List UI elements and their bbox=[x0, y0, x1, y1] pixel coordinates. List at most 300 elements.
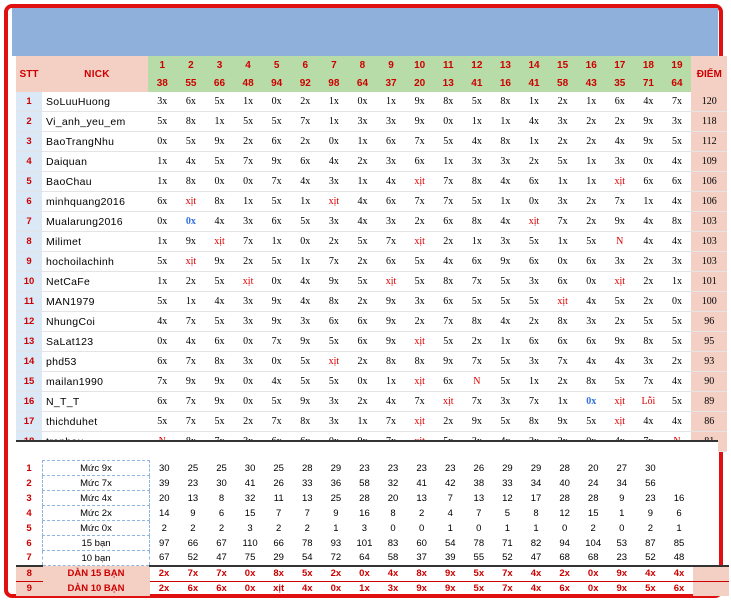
pick-cell: 3x bbox=[377, 152, 406, 172]
pick-cell: 0x bbox=[320, 132, 349, 152]
pick-cell: 7x bbox=[434, 172, 463, 192]
pick-cell: 3x bbox=[606, 252, 635, 272]
stats-row bbox=[16, 476, 729, 491]
pick-cell: 9x bbox=[320, 272, 349, 292]
stats-cell: 15 bbox=[244, 507, 256, 519]
pick-cell: 4x bbox=[377, 392, 406, 412]
player-points: 96 bbox=[691, 312, 727, 332]
pick-cell: 5x bbox=[205, 152, 234, 172]
row-number: 11 bbox=[16, 292, 42, 312]
stats-cell: 7 bbox=[276, 507, 282, 519]
pick-cell: 7x bbox=[663, 92, 692, 112]
pick-cell: xịt bbox=[548, 292, 577, 312]
stats-pad bbox=[693, 476, 729, 491]
pick-cell: 8x bbox=[377, 352, 406, 372]
day-header-4: 4 bbox=[234, 56, 263, 74]
result-header-16: 43 bbox=[577, 74, 606, 92]
pick-cell: 3x bbox=[148, 92, 177, 112]
row-number: 9 bbox=[16, 252, 42, 272]
stats-row-number: 7 bbox=[26, 552, 32, 563]
pick-cell: 8x bbox=[177, 112, 206, 132]
pick-cell: 7x bbox=[291, 112, 320, 132]
player-nick: N_T_T bbox=[42, 392, 148, 412]
pick-cell: 4x bbox=[663, 152, 692, 172]
player-nick: hochoilachinh bbox=[42, 252, 148, 272]
stats-cell: 83 bbox=[387, 537, 399, 549]
stats-label: Mức 0x bbox=[43, 521, 150, 536]
row-number: 4 bbox=[16, 152, 42, 172]
pick-cell: 4x bbox=[177, 152, 206, 172]
pick-cell: 4x bbox=[520, 112, 549, 132]
stats-cell: 8x bbox=[407, 566, 436, 582]
pick-cell: 1x bbox=[491, 112, 520, 132]
stats-cell: 34 bbox=[616, 477, 628, 489]
stats-cell: 7x bbox=[493, 581, 522, 596]
pick-cell: 2x bbox=[520, 152, 549, 172]
pick-cell: 0x bbox=[148, 332, 177, 352]
pick-cell: 1x bbox=[548, 232, 577, 252]
stats-cell: 29 bbox=[273, 552, 284, 563]
pick-cell: 0x bbox=[148, 212, 177, 232]
pick-cell: 6x bbox=[320, 312, 349, 332]
player-nick: SaLat123 bbox=[42, 332, 148, 352]
stats-cell: 2 bbox=[218, 522, 225, 534]
player-points: 106 bbox=[691, 192, 727, 212]
stats-cell: 24 bbox=[587, 477, 599, 489]
stats-label: Mức 4x bbox=[43, 491, 150, 506]
stats-cell: 41 bbox=[416, 477, 427, 489]
pick-cell: 4x bbox=[663, 412, 692, 432]
pick-cell: 4x bbox=[663, 192, 692, 212]
stats-cell: 20 bbox=[587, 462, 599, 474]
day-header-6: 6 bbox=[291, 56, 320, 74]
stats-cell bbox=[665, 461, 694, 476]
pick-cell: 4x bbox=[291, 172, 320, 192]
pick-cell: 9x bbox=[262, 292, 291, 312]
stats-row bbox=[16, 581, 729, 596]
pick-cell: 6x bbox=[548, 272, 577, 292]
pick-cell: 7x bbox=[405, 192, 434, 212]
pick-cell: 5x bbox=[634, 312, 663, 332]
pick-cell: 4x bbox=[634, 412, 663, 432]
pick-cell: 4x bbox=[463, 132, 492, 152]
stats-row-number: 8 bbox=[16, 566, 43, 582]
stats-cell: 7x bbox=[493, 566, 522, 582]
pick-cell: 4x bbox=[177, 332, 206, 352]
pick-cell: 5x bbox=[262, 392, 291, 412]
pick-cell: 1x bbox=[377, 372, 406, 392]
pick-cell: 4x bbox=[291, 272, 320, 292]
stats-cell: 5 bbox=[504, 507, 511, 519]
stats-cell: xịt bbox=[264, 581, 293, 596]
table-row bbox=[16, 212, 727, 232]
stats-cell: 66 bbox=[187, 537, 199, 549]
pick-cell: 6x bbox=[520, 172, 549, 192]
pick-cell: 4x bbox=[262, 372, 291, 392]
player-nick: MAN1979 bbox=[42, 292, 148, 312]
stats-pad bbox=[693, 506, 729, 521]
player-points: 103 bbox=[691, 252, 727, 272]
pick-cell: 7x bbox=[606, 192, 635, 212]
result-header-10: 20 bbox=[405, 74, 434, 92]
pick-cell: 1x bbox=[205, 112, 234, 132]
player-nick: minhquang2016 bbox=[42, 192, 148, 212]
stats-pad bbox=[693, 491, 729, 506]
stats-cell: 42 bbox=[444, 477, 456, 489]
day-header-12: 12 bbox=[463, 56, 492, 74]
pick-cell: 9x bbox=[491, 252, 520, 272]
pick-cell: 9x bbox=[634, 132, 663, 152]
pick-cell: 3x bbox=[377, 212, 406, 232]
stats-cell: 66 bbox=[273, 537, 284, 549]
player-points: 109 bbox=[691, 152, 727, 172]
pick-cell: 5x bbox=[291, 212, 320, 232]
stats-cell: 78 bbox=[473, 537, 485, 549]
pick-cell: 1x bbox=[148, 272, 177, 292]
row-number: 13 bbox=[16, 332, 42, 352]
points-header: ĐIỂM bbox=[691, 56, 727, 92]
pick-cell: Lỗi bbox=[634, 392, 663, 412]
player-points: 95 bbox=[691, 332, 727, 352]
pick-cell: 5x bbox=[205, 272, 234, 292]
stats-cell: 0 bbox=[561, 522, 568, 534]
pick-cell: 5x bbox=[405, 252, 434, 272]
pick-cell: 5x bbox=[434, 132, 463, 152]
pick-cell: 2x bbox=[434, 232, 463, 252]
stats-cell: 14 bbox=[159, 507, 170, 519]
stats-cell: 7 bbox=[476, 507, 482, 519]
pick-cell: 3x bbox=[663, 252, 692, 272]
pick-cell: 1x bbox=[491, 192, 520, 212]
pick-cell: 0x bbox=[577, 272, 606, 292]
stats-pad bbox=[693, 536, 729, 551]
stats-cell: 64 bbox=[359, 552, 370, 563]
pick-cell: 5x bbox=[577, 232, 606, 252]
pick-cell: xịt bbox=[520, 212, 549, 232]
pick-cell: 5x bbox=[434, 332, 463, 352]
stats-cell: 6x bbox=[665, 581, 694, 596]
pick-cell: 5x bbox=[148, 112, 177, 132]
day-header-15: 15 bbox=[548, 56, 577, 74]
stats-cell: 20 bbox=[159, 492, 170, 504]
stats-cell: 67 bbox=[216, 537, 227, 549]
pick-cell: 5x bbox=[148, 292, 177, 312]
pick-cell: 1x bbox=[348, 412, 377, 432]
pick-cell: 0x bbox=[548, 252, 577, 272]
pick-cell: 5x bbox=[291, 372, 320, 392]
pick-cell: 3x bbox=[606, 152, 635, 172]
stats-cell: 1 bbox=[619, 507, 625, 519]
stats-cell: 16 bbox=[359, 507, 370, 519]
result-header-5: 94 bbox=[262, 74, 291, 92]
stats-cell: 68 bbox=[559, 552, 570, 563]
pick-cell: 2x bbox=[234, 132, 263, 152]
pick-cell: 5x bbox=[320, 372, 349, 392]
pick-cell: 7x bbox=[405, 392, 434, 412]
pick-cell: 0x bbox=[177, 212, 206, 232]
pick-cell: 4x bbox=[634, 92, 663, 112]
stats-cell: 23 bbox=[645, 492, 656, 504]
pick-cell: 4x bbox=[634, 212, 663, 232]
table-row bbox=[16, 232, 727, 252]
stats-cell: 2 bbox=[647, 522, 654, 534]
stats-cell: 4x bbox=[665, 566, 694, 582]
pick-cell: 5x bbox=[606, 372, 635, 392]
pick-cell: xịt bbox=[405, 372, 434, 392]
player-nick: SoLuuHuong bbox=[42, 92, 148, 112]
pick-cell: 9x bbox=[405, 112, 434, 132]
day-header-11: 11 bbox=[434, 56, 463, 74]
pick-cell: 5x bbox=[491, 412, 520, 432]
stats-cell: 75 bbox=[244, 552, 256, 563]
pick-cell: 5x bbox=[177, 132, 206, 152]
pick-cell: 0x bbox=[234, 392, 263, 412]
stats-cell: 33 bbox=[301, 477, 313, 489]
player-points: 100 bbox=[691, 292, 727, 312]
pick-cell: 9x bbox=[291, 392, 320, 412]
day-header-18: 18 bbox=[634, 56, 663, 74]
stats-cell: 72 bbox=[330, 552, 342, 563]
row-number: 14 bbox=[16, 352, 42, 372]
pick-cell: 7x bbox=[548, 352, 577, 372]
pick-cell: 8x bbox=[291, 412, 320, 432]
pick-cell: 5x bbox=[463, 92, 492, 112]
stats-cell: 0 bbox=[476, 522, 482, 534]
pick-cell: xịt bbox=[177, 252, 206, 272]
pick-cell: 8x bbox=[434, 272, 463, 292]
player-points: 118 bbox=[691, 112, 727, 132]
pick-cell: 2x bbox=[577, 112, 606, 132]
stats-cell: 29 bbox=[502, 462, 513, 474]
stats-cell: 60 bbox=[416, 537, 427, 549]
pick-cell: 7x bbox=[262, 172, 291, 192]
pick-cell: 4x bbox=[663, 232, 692, 252]
result-header-6: 92 bbox=[291, 74, 320, 92]
pick-cell: 3x bbox=[520, 272, 549, 292]
pick-cell: 7x bbox=[177, 352, 206, 372]
pick-cell: 2x bbox=[634, 272, 663, 292]
player-points: 112 bbox=[691, 132, 727, 152]
pick-cell: 8x bbox=[491, 132, 520, 152]
stt-header: STT bbox=[16, 56, 42, 92]
stats-row bbox=[16, 551, 729, 566]
stats-cell: 25 bbox=[273, 462, 284, 474]
table-row bbox=[16, 372, 727, 392]
pick-cell: 7x bbox=[548, 212, 577, 232]
pick-cell: 7x bbox=[434, 312, 463, 332]
stats-cell: 5x bbox=[465, 566, 494, 582]
pick-cell: 1x bbox=[577, 172, 606, 192]
pick-cell: 0x bbox=[348, 92, 377, 112]
stats-cell: 52 bbox=[645, 552, 656, 563]
pick-cell: 1x bbox=[520, 372, 549, 392]
pick-cell: 5x bbox=[663, 392, 692, 412]
pick-cell: 0x bbox=[234, 372, 263, 392]
pick-cell: 4x bbox=[205, 212, 234, 232]
pick-cell: 8x bbox=[663, 212, 692, 232]
pick-cell: 4x bbox=[491, 212, 520, 232]
pick-cell: xịt bbox=[320, 192, 349, 212]
stats-cell: 93 bbox=[330, 537, 342, 549]
pick-cell: 1x bbox=[148, 172, 177, 192]
pick-cell: 6x bbox=[663, 172, 692, 192]
pick-cell: 0x bbox=[634, 152, 663, 172]
stats-cell: 9 bbox=[619, 492, 625, 504]
stats-cell: 32 bbox=[387, 477, 399, 489]
pick-cell: 7x bbox=[377, 232, 406, 252]
stats-cell: 6 bbox=[218, 507, 225, 519]
stats-cell: 9x bbox=[436, 566, 465, 582]
pick-cell: 5x bbox=[320, 332, 349, 352]
pick-cell: 3x bbox=[234, 312, 263, 332]
pick-cell: 8x bbox=[177, 172, 206, 192]
pick-cell: 2x bbox=[548, 372, 577, 392]
stats-cell: 5x bbox=[636, 581, 665, 596]
pick-cell: 9x bbox=[434, 352, 463, 372]
stats-cell: 7x bbox=[207, 566, 236, 582]
stats-cell: 47 bbox=[216, 552, 227, 563]
day-header-5: 5 bbox=[262, 56, 291, 74]
pick-cell: 1x bbox=[377, 92, 406, 112]
player-points: 90 bbox=[691, 372, 727, 392]
result-header-17: 35 bbox=[606, 74, 635, 92]
stats-pad bbox=[693, 461, 729, 476]
pick-cell: xịt bbox=[177, 192, 206, 212]
stats-section-title bbox=[16, 440, 718, 462]
pick-cell: 1x bbox=[463, 232, 492, 252]
pick-cell: 4x bbox=[634, 232, 663, 252]
pick-cell: 6x bbox=[148, 192, 177, 212]
stats-cell: 4x bbox=[293, 581, 322, 596]
player-nick: Vi_anh_yeu_em bbox=[42, 112, 148, 132]
pick-cell: 4x bbox=[606, 132, 635, 152]
pick-cell: 6x bbox=[377, 252, 406, 272]
stats-cell: 2x bbox=[150, 566, 179, 582]
stats-cell: 52 bbox=[187, 552, 199, 563]
stats-cell: 6x bbox=[207, 581, 236, 596]
pick-cell: 4x bbox=[348, 212, 377, 232]
stats-cell: 8 bbox=[533, 507, 539, 519]
stats-row bbox=[16, 506, 729, 521]
performance-table bbox=[16, 56, 727, 452]
row-number: 8 bbox=[16, 232, 42, 252]
pick-cell: 9x bbox=[262, 312, 291, 332]
stats-cell: 23 bbox=[416, 462, 427, 474]
player-nick: mailan1990 bbox=[42, 372, 148, 392]
stats-cell: 9 bbox=[333, 507, 339, 519]
table-row bbox=[16, 272, 727, 292]
pick-cell: 5x bbox=[463, 292, 492, 312]
stats-cell: 94 bbox=[559, 537, 570, 549]
pick-cell: 3x bbox=[291, 312, 320, 332]
stats-cell: 9x bbox=[407, 581, 436, 596]
pick-cell: 1x bbox=[577, 92, 606, 112]
pick-cell: 2x bbox=[606, 312, 635, 332]
table-row bbox=[16, 412, 727, 432]
pick-cell: 1x bbox=[548, 392, 577, 412]
stats-cell: 25 bbox=[216, 462, 227, 474]
stats-cell: 2x bbox=[550, 566, 579, 582]
pick-cell: 9x bbox=[606, 332, 635, 352]
pick-cell: xịt bbox=[405, 172, 434, 192]
stats-cell: 48 bbox=[673, 552, 685, 563]
stats-cell: 26 bbox=[273, 477, 284, 489]
pick-cell: 6x bbox=[291, 152, 320, 172]
pick-cell: xịt bbox=[405, 332, 434, 352]
pick-cell: 1x bbox=[520, 92, 549, 112]
pick-cell: 6x bbox=[205, 332, 234, 352]
result-header-9: 37 bbox=[377, 74, 406, 92]
pick-cell: 6x bbox=[177, 92, 206, 112]
pick-cell: 5x bbox=[606, 292, 635, 312]
stats-cell: 8 bbox=[390, 507, 396, 519]
pick-cell: 3x bbox=[520, 352, 549, 372]
pick-cell: 9x bbox=[291, 332, 320, 352]
table-row bbox=[16, 152, 727, 172]
pick-cell: 5x bbox=[491, 292, 520, 312]
pick-cell: xịt bbox=[606, 172, 635, 192]
stats-cell: 6 bbox=[676, 507, 682, 519]
pick-cell: 1x bbox=[320, 112, 349, 132]
pick-cell: 9x bbox=[377, 332, 406, 352]
pick-cell: 2x bbox=[348, 152, 377, 172]
pick-cell: 0x bbox=[262, 272, 291, 292]
pick-cell: 3x bbox=[491, 232, 520, 252]
pick-cell: 3x bbox=[491, 392, 520, 412]
pick-cell: 5x bbox=[663, 132, 692, 152]
pick-cell: xịt bbox=[377, 272, 406, 292]
stats-cell: 0 bbox=[390, 522, 396, 534]
stats-cell: 38 bbox=[473, 477, 485, 489]
pick-cell: 7x bbox=[377, 412, 406, 432]
pick-cell: 5x bbox=[491, 372, 520, 392]
pick-cell: 5x bbox=[348, 232, 377, 252]
pick-cell: 3x bbox=[234, 212, 263, 232]
result-header-4: 48 bbox=[234, 74, 263, 92]
stats-row-number: 5 bbox=[26, 522, 32, 534]
pick-cell: 1x bbox=[262, 232, 291, 252]
pick-cell: 1x bbox=[148, 152, 177, 172]
pick-cell: 4x bbox=[348, 192, 377, 212]
pick-cell: 2x bbox=[434, 412, 463, 432]
pick-cell: N bbox=[463, 372, 492, 392]
stats-cell: 23 bbox=[359, 462, 370, 474]
stats-label: 15 bạn bbox=[43, 536, 150, 551]
stats-label: Mức 9x bbox=[43, 461, 150, 476]
stats-row bbox=[16, 461, 729, 476]
pick-cell: 9x bbox=[463, 412, 492, 432]
stats-cell: 23 bbox=[387, 462, 399, 474]
player-points: 101 bbox=[691, 272, 727, 292]
pick-cell: 2x bbox=[577, 212, 606, 232]
stats-cell: 9x bbox=[608, 566, 637, 582]
pick-cell: 1x bbox=[491, 332, 520, 352]
stats-cell: 29 bbox=[330, 462, 342, 474]
pick-cell: 8x bbox=[205, 192, 234, 212]
pick-cell: xịt bbox=[606, 392, 635, 412]
pick-cell: 2x bbox=[520, 312, 549, 332]
stats-cell: 5x bbox=[465, 581, 494, 596]
stats-cell: 2x bbox=[322, 566, 351, 582]
player-points: 86 bbox=[691, 412, 727, 432]
stats-cell: 30 bbox=[244, 462, 256, 474]
stats-cell: 2 bbox=[418, 507, 425, 519]
pick-cell: 2x bbox=[320, 232, 349, 252]
pick-cell: 7x bbox=[148, 372, 177, 392]
stats-cell: 20 bbox=[387, 492, 399, 504]
pick-cell: 3x bbox=[320, 412, 349, 432]
pick-cell: 0x bbox=[234, 172, 263, 192]
